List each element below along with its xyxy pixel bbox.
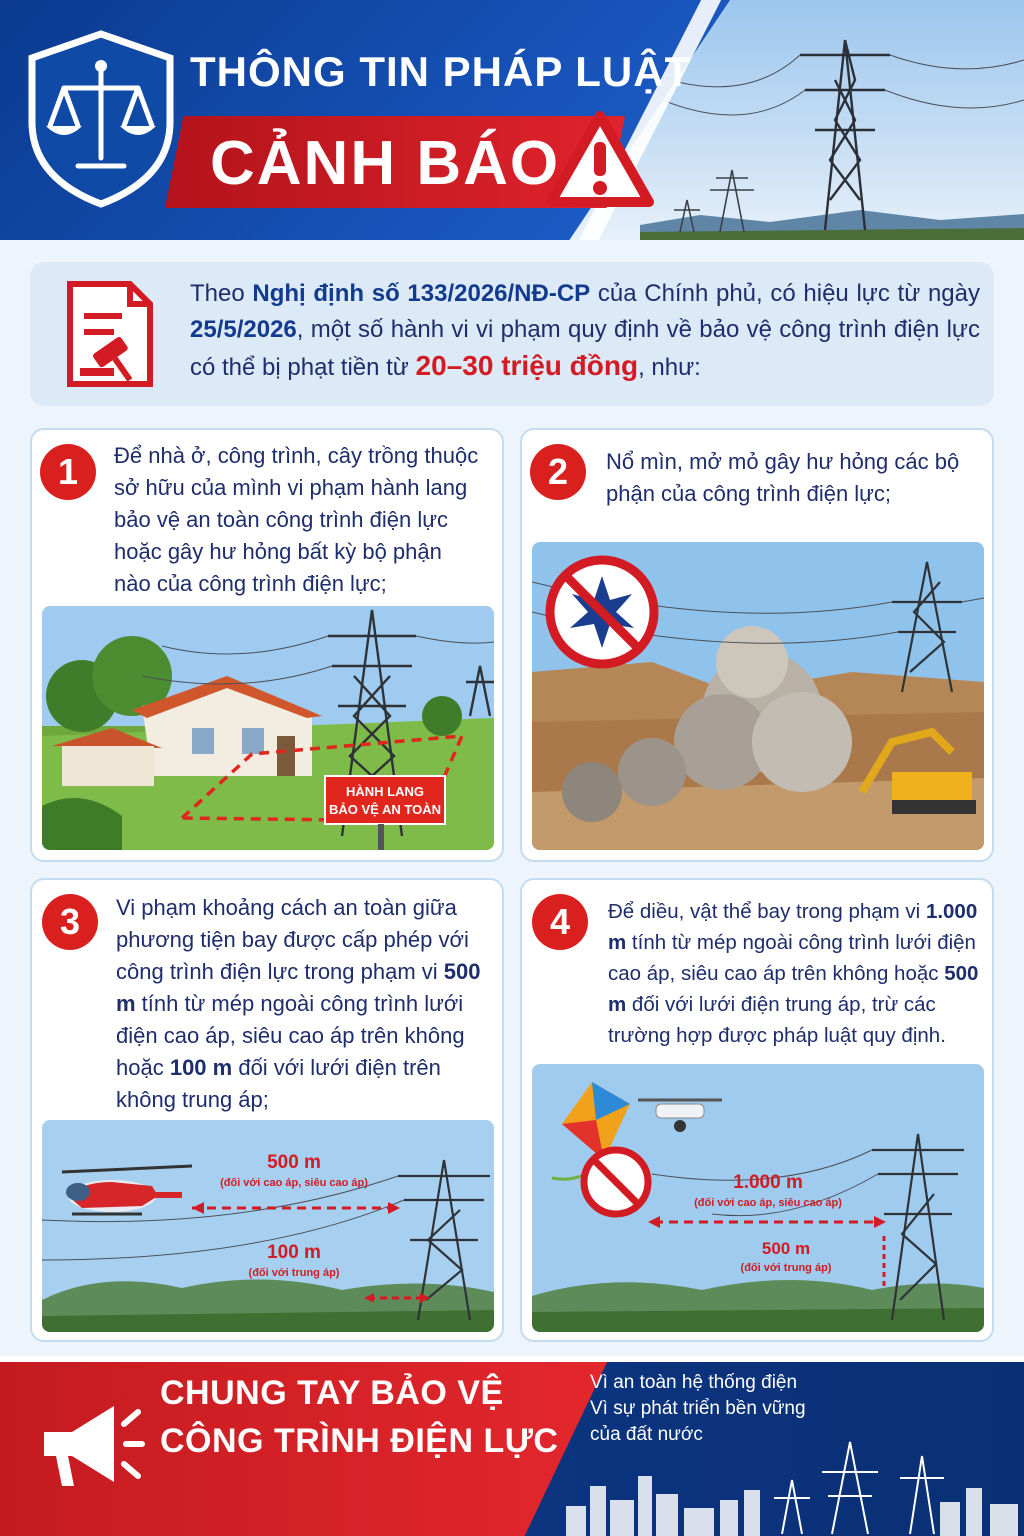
distance-note-1: (đối với cao áp, siêu cao áp) xyxy=(694,1197,842,1209)
violation-card-2 xyxy=(520,428,994,862)
header-banner xyxy=(0,0,1024,240)
distance-note-2: (đối với trung áp) xyxy=(740,1262,832,1274)
effective-date: 25/5/2026 xyxy=(190,316,297,343)
violation-card-1 xyxy=(30,428,504,862)
distance-label-1: 500 m xyxy=(267,1152,321,1173)
item-number: 2 xyxy=(530,444,586,500)
footer-slogan-1: Vì an toàn hệ thống điện xyxy=(590,1372,798,1393)
item-text: Nổ mìn, mở mỏ gây hư hỏng các bộ phận của công trình điện lực; xyxy=(606,449,960,506)
kite-drone-distance-scene xyxy=(532,1064,984,1332)
corridor-sign-line2: BẢO VỆ AN TOÀN xyxy=(329,802,441,817)
item-text: Để diều, vật thể bay trong phạm vi 1.000 m tính từ mép ngoài công trình lưới điện cao áp, siêu cao áp trên không hoặc 500 m đối với lưới điện trung áp, trừ các trường hợp được pháp luật quy định. xyxy=(608,900,979,1047)
decree-number: Nghị định số 133/2026/NĐ-CP xyxy=(252,280,591,307)
intro-text: Theo Nghị định số 133/2026/NĐ-CP của Chính phủ, có hiệu lực từ ngày 25/5/2026, một số hành vi vi phạm quy định về bảo vệ công trình điện lực có thể bị phạt tiền từ 20–30 triệu đồng, như: xyxy=(190,280,980,381)
distance-label-2: 100 m xyxy=(267,1242,321,1263)
megaphone-icon xyxy=(26,1384,146,1504)
fine-amount: 20–30 triệu đồng xyxy=(415,350,639,381)
distance-note-1: (đối với cao áp, siêu cao áp) xyxy=(220,1177,368,1189)
item-text: Vi phạm khoảng cách an toàn giữa phương tiện bay được cấp phép với công trình điện lực trong phạm vi 500 m tính từ mép ngoài công trình lưới điện cao áp, siêu cao áp trên không hoặc 100 m đối với lưới điện trên không trung áp; xyxy=(116,895,481,1112)
header-title: THÔNG TIN PHÁP LUẬT xyxy=(190,48,692,95)
scales-of-justice-icon xyxy=(26,30,176,208)
footer-title-line1: CHUNG TAY BẢO VỆ xyxy=(160,1374,504,1412)
footer-slogan-2: Vì sự phát triển bền vững xyxy=(590,1398,806,1419)
footer-banner xyxy=(0,1356,1024,1536)
intro-box xyxy=(30,262,994,406)
distance-label-2: 500 m xyxy=(761,1239,811,1258)
item-number: 4 xyxy=(532,894,588,950)
warning-title: CẢNH BÁO xyxy=(210,129,561,198)
corridor-sign-line1: HÀNH LANG xyxy=(346,784,424,799)
distance-label-1: 1.000 m xyxy=(733,1172,803,1193)
footer-title-line2: CÔNG TRÌNH ĐIỆN LỰC xyxy=(160,1422,559,1460)
violation-card-3 xyxy=(30,878,504,1342)
helicopter-distance-scene xyxy=(42,1120,494,1332)
warning-triangle-icon xyxy=(545,110,655,210)
item-number: 1 xyxy=(40,444,96,500)
footer-slogan-3: của đất nước xyxy=(590,1424,703,1445)
item-text: Để nhà ở, công trình, cây trồng thuộc sở hữu của mình vi phạm hành lang bảo vệ an toàn công trình điện lực hoặc gây hư hỏng bất kỳ bộ phận nào của công trình điện lực; xyxy=(114,443,479,596)
violation-card-4 xyxy=(520,878,994,1342)
item-number: 3 xyxy=(42,894,98,950)
legal-document-gavel-icon xyxy=(64,280,156,390)
quarry-blast-scene xyxy=(532,542,984,850)
distance-note-2: (đối với trung áp) xyxy=(248,1267,340,1279)
house-corridor-scene xyxy=(42,606,494,850)
